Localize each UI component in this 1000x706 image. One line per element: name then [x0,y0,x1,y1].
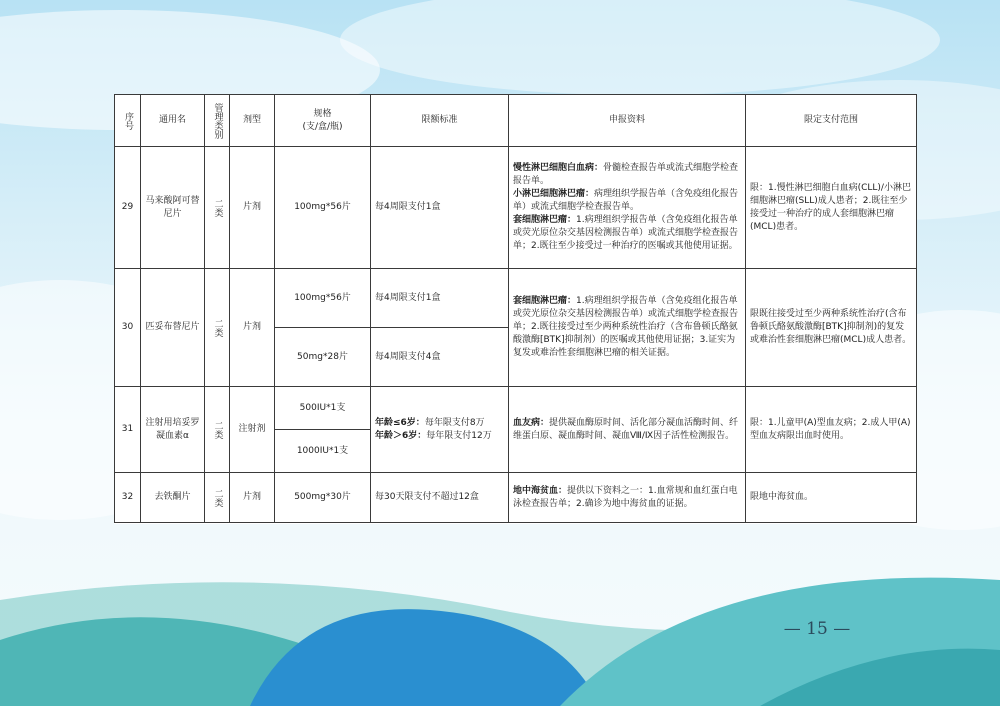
cell-spec: 500IU*1支 [275,387,371,430]
cell-spec: 100mg*56片 [275,147,371,269]
cell-spec: 100mg*56片 [275,269,371,328]
cell-mgmt: 二类 [205,387,230,473]
header-row [115,95,917,147]
table-row [115,473,917,523]
doc-item: 血友病：提供凝血酶原时间、活化部分凝血活酶时间、纤维蛋白原、凝血酶时间、凝血Ⅷ/Ⅸ因子活性检测报告。 [513,417,739,441]
cell-seq: 31 [115,387,141,473]
cell-form: 片剂 [230,147,275,269]
header-spec: 规格 (支/盒/瓶) [275,95,371,147]
limit-line: 年龄＞6岁：每年限支付12万 [375,430,492,441]
cell-docs [509,387,746,473]
page-number: — 15 — [783,619,851,639]
cell-scope: 限：1.儿童甲(A)型血友病；2.成人甲(A)型血友病限出血时使用。 [746,387,917,473]
cell-limit: 每4周限支付1盒 [371,147,509,269]
limit-line: 年龄≤6岁：每年限支付8万 [375,417,485,428]
table-row [115,147,917,269]
cell-seq: 29 [115,147,141,269]
table-row [115,387,917,430]
cell-scope: 限既往接受过至少两种系统性治疗(含布鲁顿氏酪氨酸激酶[BTK]抑制剂)的复发或难治性套细胞淋巴瘤(MCL)成人患者。 [746,269,917,387]
header-docs: 申报资料 [509,95,746,147]
cell-seq: 32 [115,473,141,523]
cell-scope: 限：1.慢性淋巴细胞白血病(CLL)/小淋巴细胞淋巴瘤(SLL)成人患者；2.既往至少接受过一种治疗的成人套细胞淋巴瘤(MCL)患者。 [746,147,917,269]
doc-item: 慢性淋巴细胞白血病：骨髓检查报告单或流式细胞学检查报告单。 [513,163,739,186]
cell-form: 片剂 [230,473,275,523]
cell-form: 注射剂 [230,387,275,473]
cell-name: 马来酸阿可替尼片 [141,147,205,269]
cell-limit: 每4周限支付4盒 [371,328,509,387]
cell-mgmt: 二类 [205,269,230,387]
cell-limit: 每4周限支付1盒 [371,269,509,328]
header-mgmt: 管理类别 [205,95,230,147]
doc-item: 套细胞淋巴瘤：1.病理组织学报告单（含免疫组化报告单或荧光原位杂交基因检测报告单）或流式细胞学检查报告单；2.既往至少接受过一种治疗的医嘱或其他使用证据。 [513,215,739,251]
header-limit: 限额标准 [371,95,509,147]
cell-form: 片剂 [230,269,275,387]
drug-table [114,94,917,523]
doc-item: 套细胞淋巴瘤：1.病理组织学报告单（含免疫组化报告单或荧光原位杂交基因检测报告单）或流式细胞学检查报告单；2.既往接受过至少两种系统性治疗（含布鲁顿氏酪氨酸激酶[BTK]抑制剂）的医嘱或其他使用证据；3.证实为复发或难治性套细胞淋巴瘤的相关证据。 [513,296,739,358]
cell-scope: 限地中海贫血。 [746,473,917,523]
cell-name: 匹妥布替尼片 [141,269,205,387]
cell-limit: 每30天限支付不超过12盒 [371,473,509,523]
cell-spec: 50mg*28片 [275,328,371,387]
cell-spec: 1000IU*1支 [275,430,371,473]
doc-item: 地中海贫血：提供以下资料之一：1.血常规和血红蛋白电泳检查报告单；2.确诊为地中海贫血的证据。 [513,485,738,509]
header-name: 通用名 [141,95,205,147]
cell-name: 注射用培妥罗凝血素α [141,387,205,473]
cell-seq: 30 [115,269,141,387]
header-scope: 限定支付范围 [746,95,917,147]
cell-docs [509,147,746,269]
table-row [115,269,917,328]
cell-docs [509,473,746,523]
header-form: 剂型 [230,95,275,147]
cell-mgmt: 二类 [205,147,230,269]
header-seq: 序号 [115,95,141,147]
cell-mgmt: 二类 [205,473,230,523]
doc-item: 小淋巴细胞淋巴瘤：病理组织学报告单（含免疫组化报告单）或流式细胞学检查报告单。 [513,189,739,212]
cell-docs [509,269,746,387]
cell-limit [371,387,509,473]
cell-spec: 500mg*30片 [275,473,371,523]
cell-name: 去铁酮片 [141,473,205,523]
